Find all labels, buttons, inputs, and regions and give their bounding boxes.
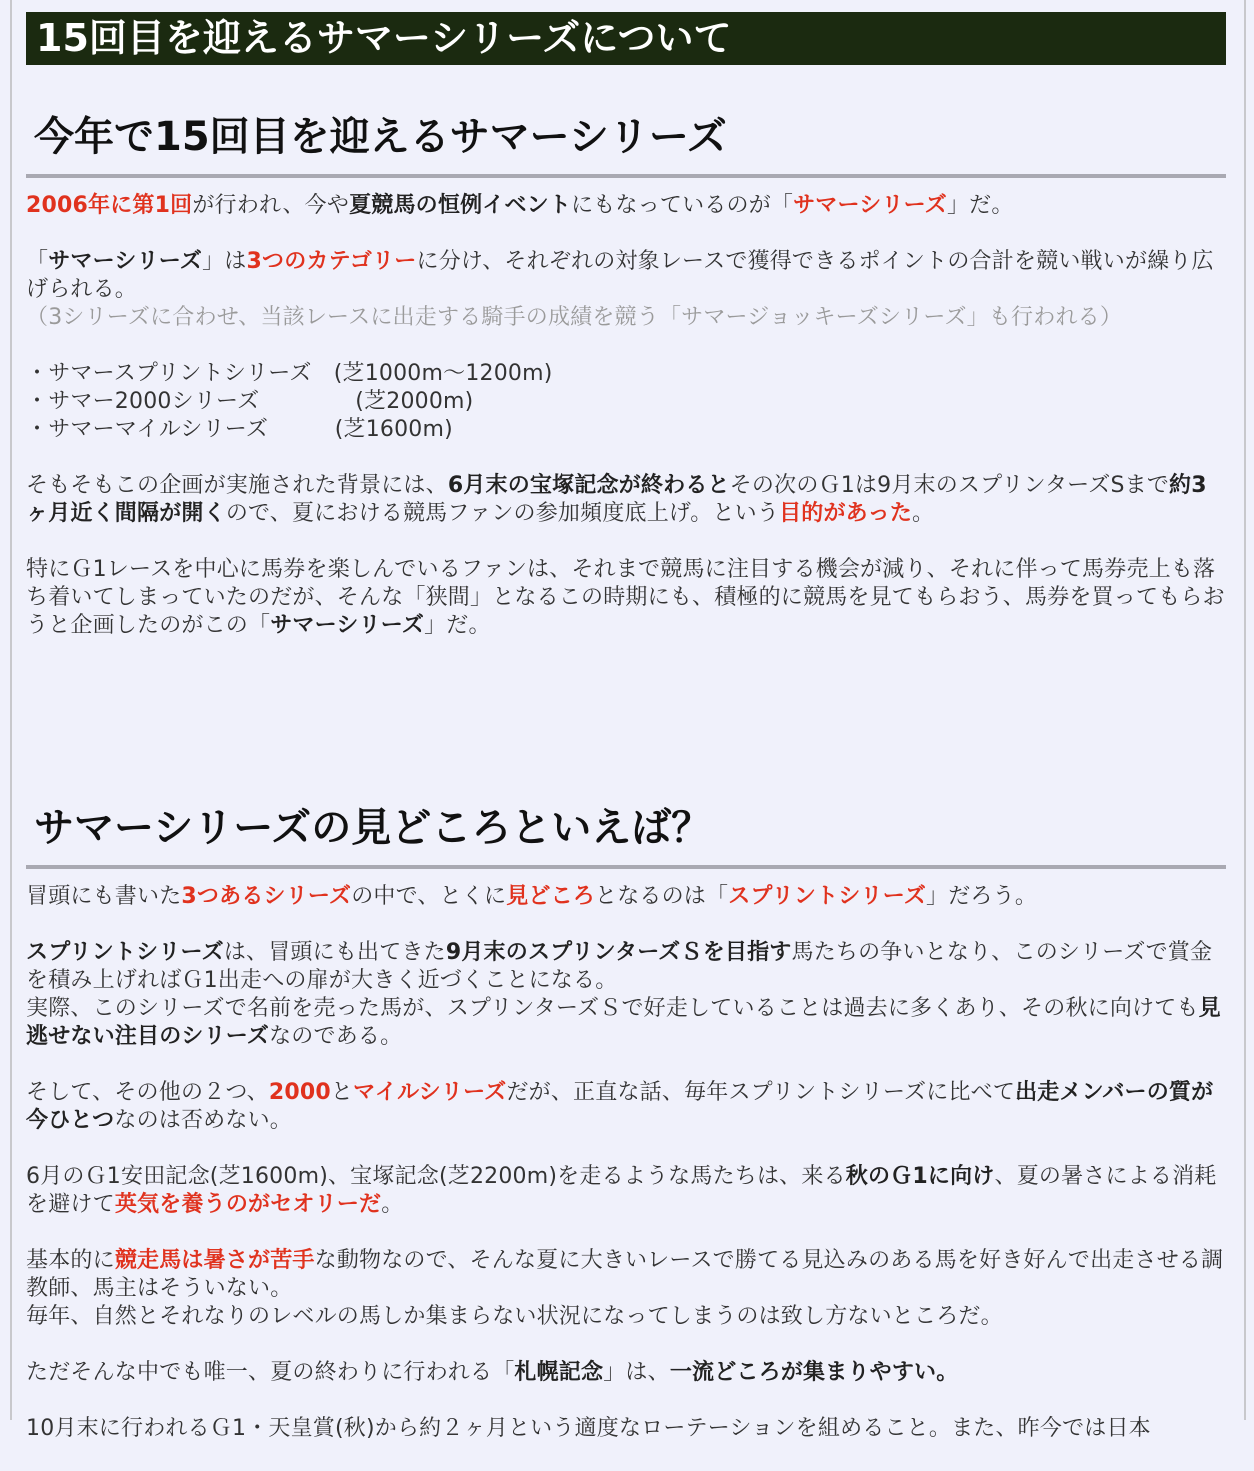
highlight-text: 目的があった — [779, 501, 913, 526]
article — [26, 12, 1226, 1471]
text: 6月のＧ1安田記念(芝1600m)、宝塚記念(芝2200m)を走るような馬たちは、来る — [26, 1164, 846, 1189]
text: 。 — [912, 501, 935, 526]
bold-text: 9月末のスプリンターズＳを目指す — [445, 940, 792, 965]
note-text: （3シリーズに合わせ、当該レースに出走する騎手の成績を競う「サマージョッキーズシリーズ」も行われる） — [26, 305, 1123, 330]
paragraph — [26, 556, 1226, 640]
bold-text: サマーシリーズ — [48, 249, 203, 274]
bold-text: 札幌記念 — [514, 1360, 604, 1385]
text: そもそもこの企画が実施された背景には、 — [26, 473, 448, 498]
text: 」だ。 — [424, 613, 491, 638]
text: ただそんな中でも唯一、夏の終わりに行われる「 — [26, 1360, 515, 1385]
bold-text: スプリントシリーズ — [26, 940, 224, 965]
article-body — [26, 65, 1226, 1443]
text: 実際、このシリーズで名前を売った馬が、スプリンターズＳで好走していることは過去に多くあり、その秋に向けても — [26, 996, 1199, 1021]
text: その次のＧ1は9月末のスプリンターズSまで — [729, 473, 1170, 498]
text: なのは否めない。 — [114, 1108, 292, 1133]
bold-text: 秋のＧ1に向け — [845, 1164, 995, 1189]
text: そして、その他の２つ、 — [26, 1080, 269, 1105]
text: 馬たちの争いとなり、このシリーズで賞金を積み上げればＧ1出走への扉が大きく近づくことになる。 — [26, 940, 1213, 993]
text: だが、正直な話、毎年スプリントシリーズに比べて — [506, 1080, 1016, 1105]
highlight-text: マイルシリーズ — [353, 1080, 507, 1105]
bold-text: サマーシリーズ — [270, 613, 425, 638]
bold-text: 夏競馬の恒例イベント — [349, 193, 572, 218]
highlight-text: 英気を養うのがセオリーだ — [114, 1192, 382, 1217]
highlight-text: サマーシリーズ — [793, 193, 947, 218]
text: に分け、それぞれの対象レースで獲得できるポイントの合計を競い戦いが繰り広げられる。 — [26, 249, 1214, 302]
paragraph — [26, 1415, 1226, 1443]
text: ・サマーマイルシリーズ (芝1600m) — [26, 417, 453, 442]
paragraph — [26, 192, 1226, 220]
highlight-text: 3つあるシリーズ — [181, 884, 352, 909]
text: 、夏の暑さによる消耗を避けて — [26, 1164, 1217, 1217]
text: と — [330, 1080, 354, 1105]
text: 基本的に — [26, 1248, 115, 1273]
highlight-text: 2006年に第1回 — [26, 193, 193, 218]
text: 毎年、自然とそれなりのレベルの馬しか集まらない状況になってしまうのは致し方ないところだ。 — [26, 1304, 1003, 1329]
text: なのである。 — [269, 1024, 403, 1049]
text: ・サマースプリントシリーズ (芝1000m～1200m) — [26, 361, 553, 386]
text: 「 — [26, 249, 49, 274]
text: の中で、とくに — [351, 884, 507, 909]
bold-text: 出走メンバーの質が今ひとつ — [26, 1080, 1214, 1133]
text: 」は — [202, 249, 247, 274]
bold-text: 見逃せない注目のシリーズ — [26, 996, 1221, 1049]
paragraph — [26, 1079, 1226, 1135]
paragraph — [26, 1359, 1226, 1387]
section-heading: 今年で15回目を迎えるサマーシリーズ — [26, 65, 1226, 178]
paragraph — [26, 360, 1226, 444]
text: 冒頭にも書いた — [26, 884, 182, 909]
section-heading: サマーシリーズの見どころといえば？ — [26, 756, 1226, 869]
text: 特にＧ1レースを中心に馬券を楽しんでいるファンは、それまで競馬に注目する機会が減り、それに伴って馬券売上も落ち着いてしまっていたのだが、そんな「狭間」となるこの時期にも、積極的に競馬を見てもらおう、馬券を買ってもらおうと企画したのがこの「 — [26, 557, 1225, 638]
text: 。 — [381, 1192, 404, 1217]
bold-text: 6月末の宝塚記念が終わると — [447, 473, 730, 498]
paragraph — [26, 1247, 1226, 1331]
text: 」は、 — [603, 1360, 670, 1385]
text: ので、夏における競馬ファンの参加頻度底上げ。という — [225, 501, 780, 526]
text: 」だ。 — [946, 193, 1014, 218]
text: が行われ、今や — [192, 193, 350, 218]
highlight-text: スプリントシリーズ — [728, 884, 927, 909]
paragraph — [26, 883, 1226, 911]
highlight-text: 2000 — [268, 1080, 331, 1105]
paragraph — [26, 248, 1226, 332]
paragraph — [26, 939, 1226, 1051]
highlight-text: 競走馬は暑さが苦手 — [114, 1248, 315, 1273]
bold-text: 約3ヶ月近く間隔が開く — [26, 473, 1207, 526]
text: 10月末に行われるＧ1・天皇賞(秋)から約２ヶ月という適度なローテーションを組めること。また、昨今では日本 — [26, 1416, 1151, 1441]
bold-text: 一流どころが集まりやすい。 — [669, 1360, 959, 1385]
text: は、冒頭にも出てきた — [223, 940, 446, 965]
text: な動物なので、そんな夏に大きいレースで勝てる見込みのある馬を好き好んで出走させる調教師、馬主はそういない。 — [26, 1248, 1224, 1301]
text: にもなっているのが「 — [571, 193, 794, 218]
paragraph — [26, 1163, 1226, 1219]
highlight-text: 3つのカテゴリー — [246, 249, 417, 274]
highlight-text: 見どころ — [506, 884, 595, 909]
article-title-bar: 15回目を迎えるサマーシリーズについて — [26, 12, 1226, 65]
text: となるのは「 — [595, 884, 729, 909]
text: 」だろう。 — [926, 884, 1038, 909]
paragraph — [26, 472, 1226, 528]
text: ・サマー2000シリーズ (芝2000m) — [26, 389, 474, 414]
